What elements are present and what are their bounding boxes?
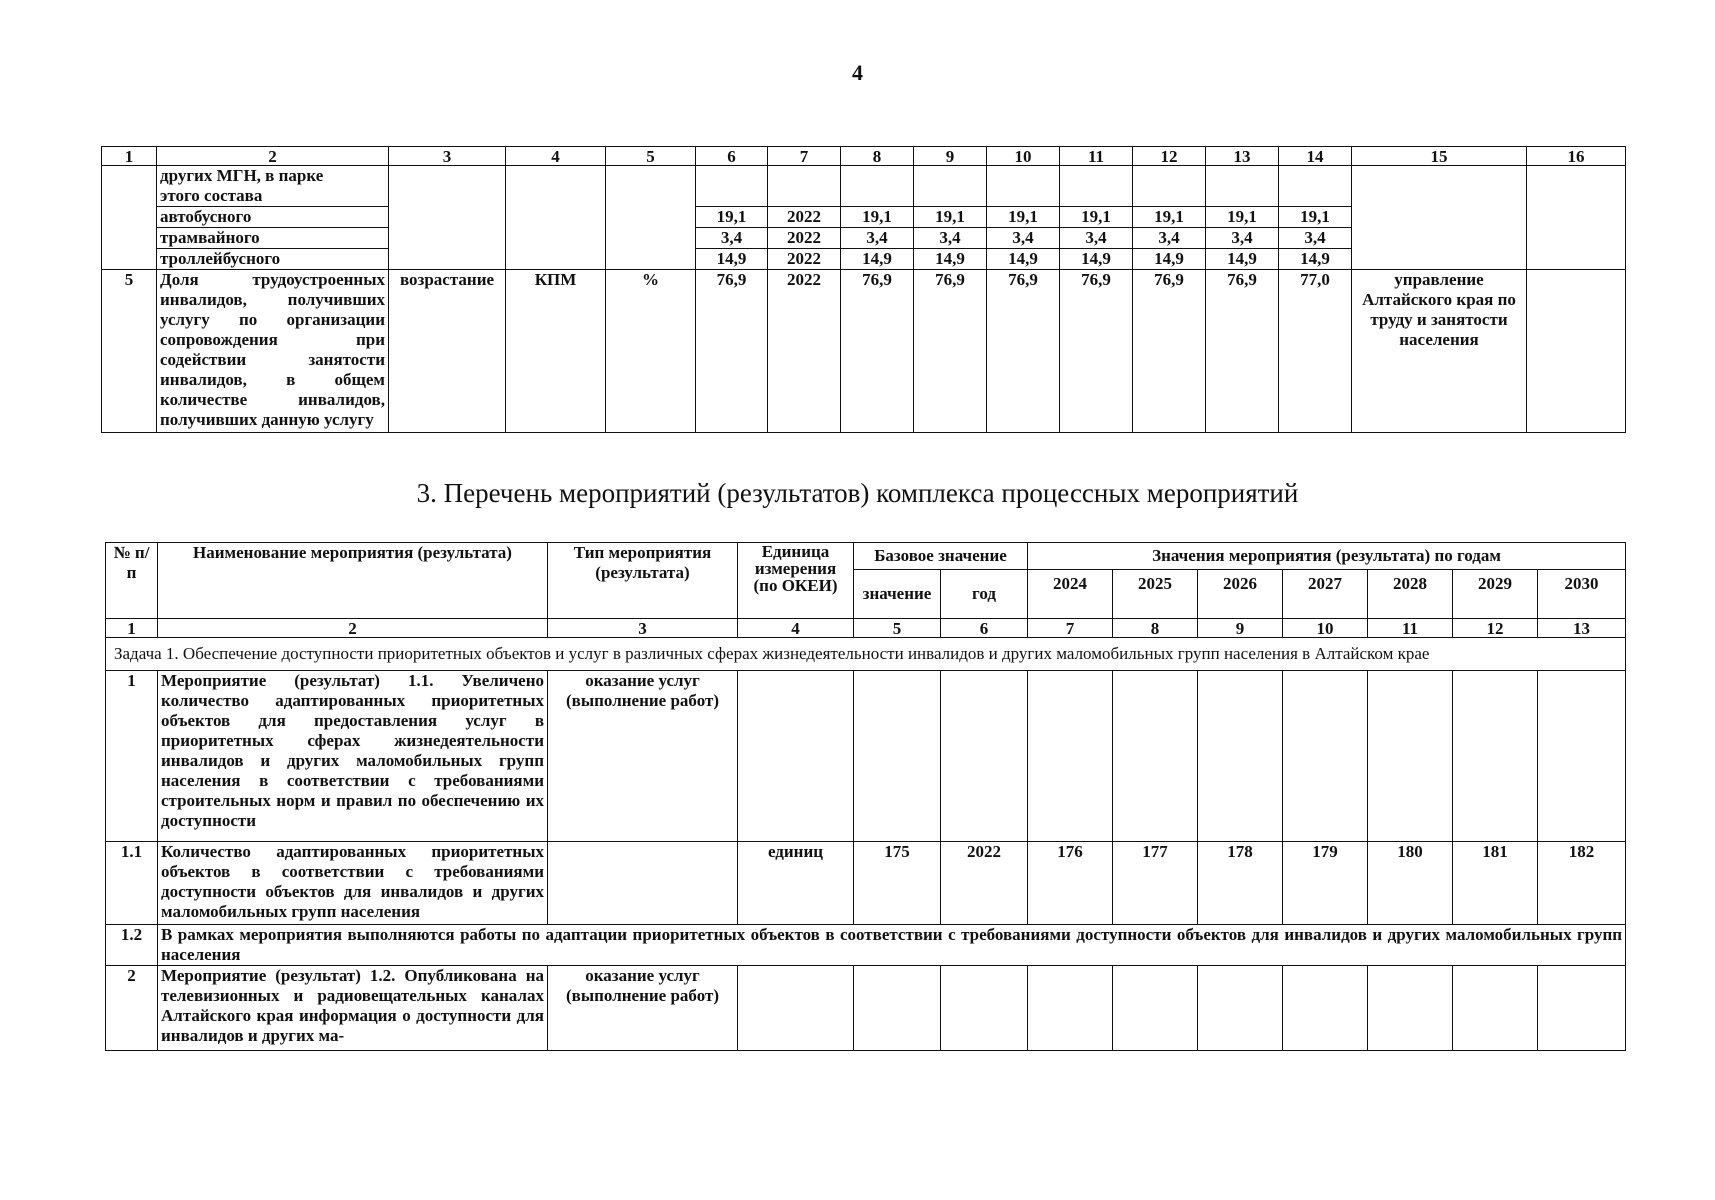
empty-cell — [768, 166, 841, 207]
col-num: 4 — [506, 147, 606, 166]
value-cell: 3,4 — [1279, 228, 1352, 249]
col-num: 1 — [102, 147, 157, 166]
value-cell: 179 — [1283, 842, 1368, 925]
activity-name: Мероприятие (результат) 1.1. Увеличено количество адаптированных приоритетных объектов для предоставления услуг в приоритетных сферах жизнедеятельности инвалидов и других маломобильных групп населения в соответствии с требованиями строительных норм и правил по обеспечению их доступности — [158, 671, 548, 842]
empty-cell — [1113, 966, 1198, 1051]
col-num: 9 — [914, 147, 987, 166]
col-num: 11 — [1060, 147, 1133, 166]
value-cell: 14,9 — [1279, 249, 1352, 270]
empty-cell — [987, 166, 1060, 207]
activity-name: Мероприятие (результат) 1.2. Опубликована на телевизионных и радиовещательных каналах Алтайского края информация о доступности для инвалидов и других ма- — [158, 966, 548, 1051]
empty-cell — [1453, 671, 1538, 842]
empty-cell — [1206, 166, 1279, 207]
col-num: 5 — [854, 619, 941, 638]
col-num: 14 — [1279, 147, 1352, 166]
value-cell: 3,4 — [1060, 228, 1133, 249]
value-cell: 176 — [1028, 842, 1113, 925]
responsible-cell: управление Алтайского края по труду и занятости населения — [1352, 270, 1527, 433]
responsible-cell — [1352, 166, 1527, 270]
empty-cell — [1113, 671, 1198, 842]
value-cell: 76,9 — [914, 270, 987, 433]
base-value-cell: 175 — [854, 842, 941, 925]
empty-cell — [1198, 671, 1283, 842]
empty-cell — [738, 671, 854, 842]
value-cell: 14,9 — [1206, 249, 1279, 270]
column-number-row — [106, 619, 1626, 638]
empty-cell — [1527, 270, 1626, 433]
empty-cell — [506, 166, 606, 270]
value-cell: 76,9 — [987, 270, 1060, 433]
value-cell: 2022 — [768, 270, 841, 433]
col-num: 8 — [841, 147, 914, 166]
empty-cell — [606, 166, 696, 270]
empty-cell — [1133, 166, 1206, 207]
value-cell: 19,1 — [841, 207, 914, 228]
empty-cell — [548, 842, 738, 925]
empty-cell — [1060, 166, 1133, 207]
result-name: Количество адаптированных приоритетных объектов в соответствии с требованиями доступности объектов для инвалидов и других маломобильных групп населения — [158, 842, 548, 925]
value-cell: 3,4 — [696, 228, 768, 249]
empty-cell — [1279, 166, 1352, 207]
empty-cell — [1368, 966, 1453, 1051]
col-num: 7 — [768, 147, 841, 166]
empty-cell — [854, 966, 941, 1051]
table-row — [106, 671, 1626, 842]
empty-cell — [696, 166, 768, 207]
empty-cell — [1198, 966, 1283, 1051]
activity-description: В рамках мероприятия выполняются работы по адаптации приоритетных объектов в соответствии с требованиями доступности объектов для инвалидов и других маломобильных групп населения — [158, 925, 1626, 966]
value-cell: 76,9 — [1206, 270, 1279, 433]
section-title: 3. Перечень мероприятий (результатов) комплекса процессных мероприятий — [416, 478, 1299, 508]
header-year: 2029 — [1453, 570, 1538, 619]
header-type: Тип мероприятия (результата) — [548, 543, 738, 619]
value-cell: 2022 — [768, 207, 841, 228]
sub-row-label: троллейбусного — [157, 249, 389, 270]
value-cell: 2022 — [768, 228, 841, 249]
empty-cell — [1283, 671, 1368, 842]
value-cell: 14,9 — [1060, 249, 1133, 270]
header-year: 2024 — [1028, 570, 1113, 619]
row-num-cell — [102, 166, 157, 270]
header-unit: Единица измерения (по ОКЕИ) — [738, 543, 854, 619]
row-num-cell: 2 — [106, 966, 158, 1051]
col-num: 5 — [606, 147, 696, 166]
sub-row-label: трамвайного — [157, 228, 389, 249]
table-row — [106, 925, 1626, 966]
col-num: 1 — [106, 619, 158, 638]
column-number-row — [102, 147, 1626, 166]
sub-row-label: автобусного — [157, 207, 389, 228]
empty-cell — [1028, 966, 1113, 1051]
activities-table — [105, 542, 1626, 1051]
empty-cell — [1368, 671, 1453, 842]
value-cell: 19,1 — [696, 207, 768, 228]
empty-cell — [1028, 671, 1113, 842]
empty-cell — [1538, 966, 1626, 1051]
value-cell: 14,9 — [696, 249, 768, 270]
row-num-cell: 5 — [102, 270, 157, 433]
indicators-table-continuation — [101, 146, 1626, 433]
header-year: 2027 — [1283, 570, 1368, 619]
value-cell: 77,0 — [1279, 270, 1352, 433]
base-year-cell: 2022 — [941, 842, 1028, 925]
col-num: 12 — [1133, 147, 1206, 166]
header-num: № п/п — [106, 543, 158, 619]
table-row — [102, 166, 1626, 207]
header-year: 2028 — [1368, 570, 1453, 619]
header-year: 2025 — [1113, 570, 1198, 619]
page-number: 4 — [852, 60, 863, 85]
empty-cell — [854, 671, 941, 842]
col-num: 2 — [158, 619, 548, 638]
value-cell: 19,1 — [1060, 207, 1133, 228]
value-cell: 14,9 — [841, 249, 914, 270]
col-num: 9 — [1198, 619, 1283, 638]
table-row — [106, 842, 1626, 925]
value-cell: 3,4 — [841, 228, 914, 249]
empty-cell — [914, 166, 987, 207]
row-num-cell: 1.1 — [106, 842, 158, 925]
value-cell: 19,1 — [987, 207, 1060, 228]
empty-cell — [738, 966, 854, 1051]
task-row — [106, 638, 1626, 671]
empty-cell — [1527, 166, 1626, 270]
value-cell: 2022 — [768, 249, 841, 270]
value-cell: 180 — [1368, 842, 1453, 925]
unit-cell: единиц — [738, 842, 854, 925]
value-cell: 76,9 — [1060, 270, 1133, 433]
value-cell: 3,4 — [1206, 228, 1279, 249]
col-num: 8 — [1113, 619, 1198, 638]
col-num: 4 — [738, 619, 854, 638]
value-cell: 182 — [1538, 842, 1626, 925]
value-cell: 19,1 — [1206, 207, 1279, 228]
col-num: 2 — [157, 147, 389, 166]
row-num-cell: 1.2 — [106, 925, 158, 966]
indicator-name-continued: других МГН, в парке этого состава — [157, 166, 389, 207]
header-row — [106, 543, 1626, 570]
value-cell: 14,9 — [1133, 249, 1206, 270]
empty-cell — [941, 966, 1028, 1051]
col-num: 15 — [1352, 147, 1527, 166]
empty-cell — [1453, 966, 1538, 1051]
header-base-year: год — [941, 570, 1028, 619]
col-num: 12 — [1453, 619, 1538, 638]
header-name: Наименование мероприятия (результата) — [158, 543, 548, 619]
activity-type: оказание услуг (выполнение работ) — [548, 671, 738, 842]
header-year: 2026 — [1198, 570, 1283, 619]
value-cell: 181 — [1453, 842, 1538, 925]
value-cell: 177 — [1113, 842, 1198, 925]
activity-type: оказание услуг (выполнение работ) — [548, 966, 738, 1051]
indicator-type: возрастание — [389, 270, 506, 433]
col-num: 6 — [941, 619, 1028, 638]
col-num: 16 — [1527, 147, 1626, 166]
row-num-cell: 1 — [106, 671, 158, 842]
table-row — [102, 270, 1626, 433]
empty-cell — [1538, 671, 1626, 842]
value-cell: 14,9 — [914, 249, 987, 270]
empty-cell — [841, 166, 914, 207]
value-cell: 76,9 — [841, 270, 914, 433]
col-num: 3 — [548, 619, 738, 638]
col-num: 3 — [389, 147, 506, 166]
col-num: 6 — [696, 147, 768, 166]
empty-cell — [1283, 966, 1368, 1051]
value-cell: 19,1 — [1279, 207, 1352, 228]
col-num: 10 — [987, 147, 1060, 166]
unit-cell: % — [606, 270, 696, 433]
task-text: Задача 1. Обеспечение доступности приоритетных объектов и услуг в различных сферах жизнедеятельности инвалидов и других маломобильных групп населения в Алтайском крае — [106, 638, 1626, 671]
value-cell: 19,1 — [1133, 207, 1206, 228]
header-base: Базовое значение — [854, 543, 1028, 570]
value-cell: 3,4 — [914, 228, 987, 249]
col-num: 10 — [1283, 619, 1368, 638]
value-cell: 178 — [1198, 842, 1283, 925]
col-num: 13 — [1206, 147, 1279, 166]
col-num: 7 — [1028, 619, 1113, 638]
indicator-name: Доля трудоустроенных инвалидов, получивших услугу по организации сопровождения при содействии занятости инвалидов, в общем количестве инвалидов, получивших данную услугу — [157, 270, 389, 433]
indicator-kind: КПМ — [506, 270, 606, 433]
header-year: 2030 — [1538, 570, 1626, 619]
col-num: 13 — [1538, 619, 1626, 638]
value-cell: 3,4 — [1133, 228, 1206, 249]
header-by-years: Значения мероприятия (результата) по годам — [1028, 543, 1626, 570]
empty-cell — [389, 166, 506, 270]
value-cell: 76,9 — [696, 270, 768, 433]
empty-cell — [941, 671, 1028, 842]
table-row — [106, 966, 1626, 1051]
value-cell: 19,1 — [914, 207, 987, 228]
value-cell: 14,9 — [987, 249, 1060, 270]
value-cell: 3,4 — [987, 228, 1060, 249]
header-base-value: значение — [854, 570, 941, 619]
value-cell: 76,9 — [1133, 270, 1206, 433]
col-num: 11 — [1368, 619, 1453, 638]
